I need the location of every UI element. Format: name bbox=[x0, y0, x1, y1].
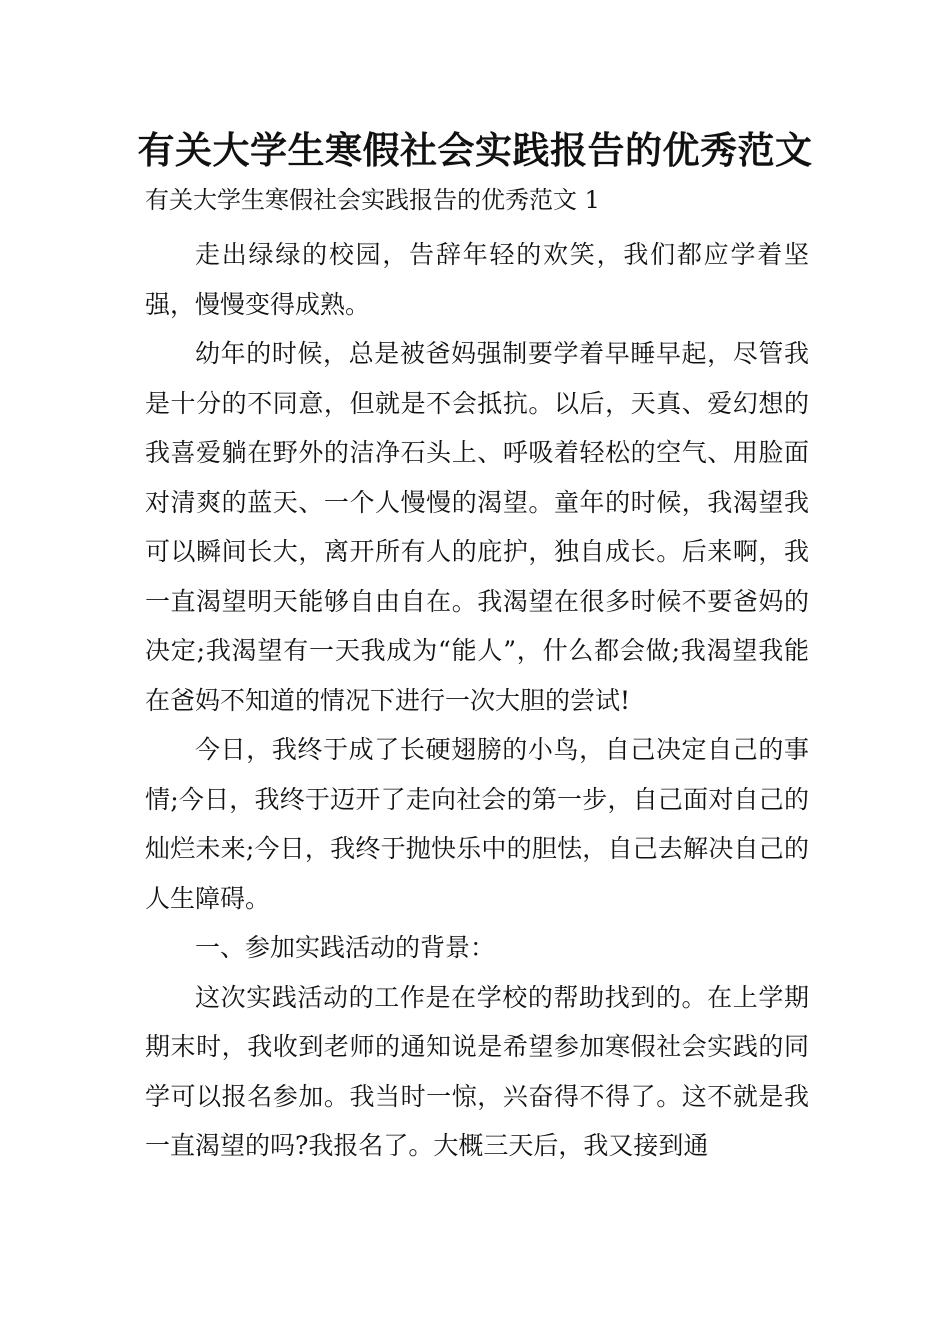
paragraph-3: 今日，我终于成了长硬翅膀的小鸟，自己决定自己的事情;今日，我终于迈开了走向社会的第一步，自己面对自己的灿烂未来;今日，我终于抛快乐中的胆怯，自己去解决自己的人生障碍。 bbox=[145, 735, 809, 913]
document-title: 有关大学生寒假社会实践报告的优秀范文 bbox=[137, 129, 813, 172]
paragraph-1: 走出绿绿的校园，告辞年轻的欢笑，我们都应学着坚强，慢慢变得成熟。 bbox=[145, 240, 809, 319]
document-subtitle: 有关大学生寒假社会实践报告的优秀范文 1 bbox=[145, 186, 600, 214]
paragraph-2: 幼年的时候，总是被爸妈强制要学着早睡早起，尽管我是十分的不同意，但就是不会抵抗。以后，天真、爱幻想的我喜爱躺在野外的洁净石头上、呼吸着轻松的空气、用脸面对清爽的蓝天、一个人慢慢的渴望。童年的时候，我渴望我可以瞬间长大，离开所有人的庇护，独自成长。后来啊，我一直渴望明天能够自由自在。我渴望在很多时候不要爸妈的决定;我渴望有一天我成为“能人”，什么都会做;我渴望我能在爸妈不知道的情况下进行一次大胆的尝试! bbox=[145, 339, 809, 715]
section-heading-background: 一、参加实践活动的背景： bbox=[195, 933, 496, 962]
document-body bbox=[145, 230, 809, 1171]
paragraph-4: 这次实践活动的工作是在学校的帮助找到的。在上学期期末时，我收到老师的通知说是希望参加寒假社会实践的同学可以报名参加。我当时一惊，兴奋得不得了。这不就是我一直渴望的吗?我报名了。大概三天后，我又接到通 bbox=[145, 982, 809, 1160]
